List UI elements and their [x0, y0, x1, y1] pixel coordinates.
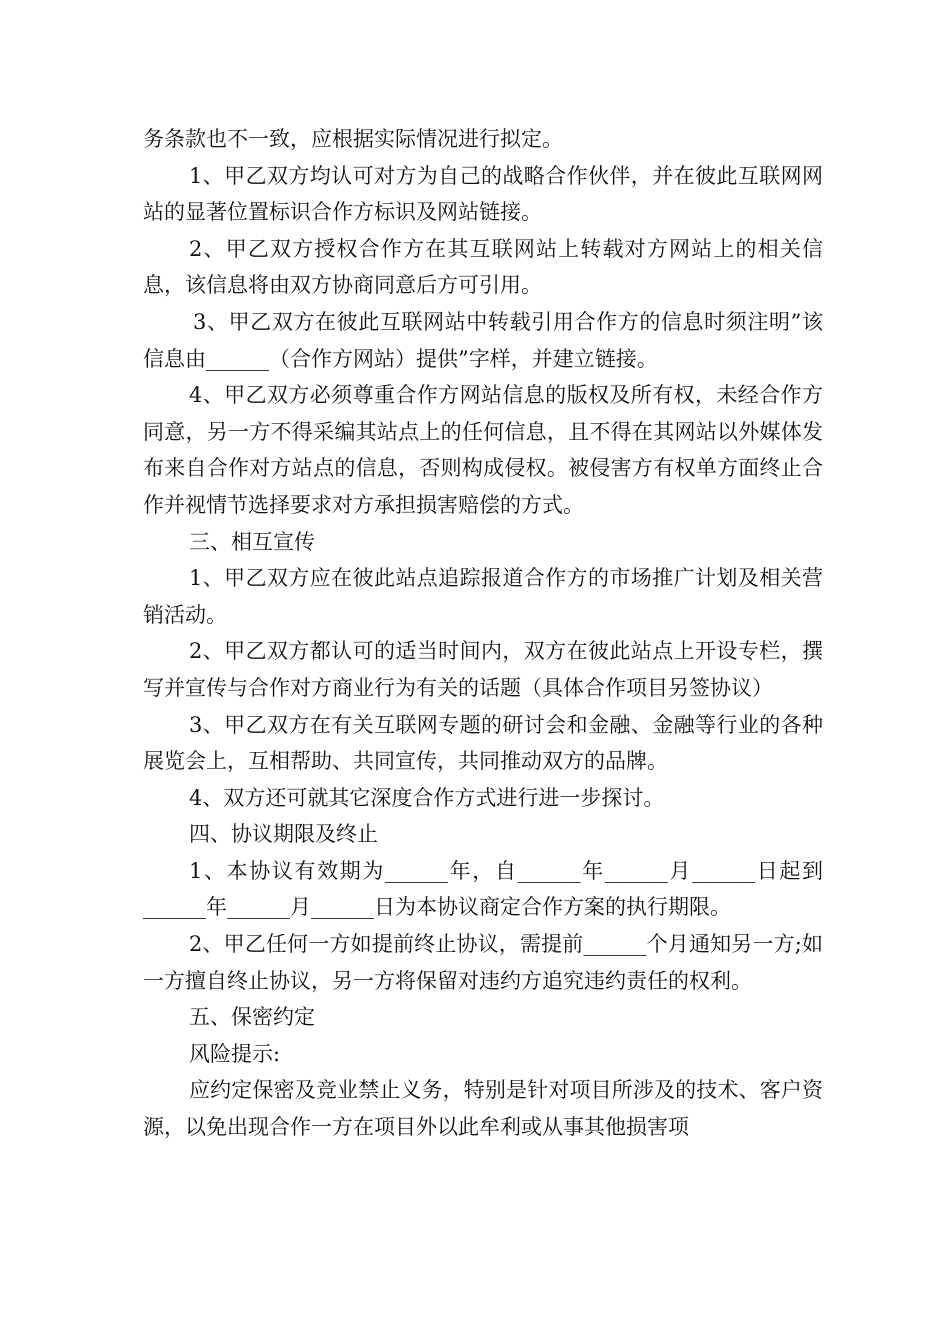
paragraph-continuation: 务条款也不一致，应根据实际情况进行拟定。	[143, 127, 563, 151]
section-heading-confidentiality: 五、保密约定	[189, 1005, 315, 1030]
term-clause-1: 1、本协议有效期为______年，自______年______月______日起到______年______月______日为本协议商定合作方案的执行期限。	[143, 858, 823, 920]
promotion-clause-2: 2、甲乙双方都认可的适当时间内，双方在彼此站点上开设专栏，撰写并宣传与合作对方商业行为有关的话题（具体合作项目另签协议）	[143, 639, 823, 700]
promotion-clause-3: 3、甲乙双方在有关互联网专题的研讨会和金融、金融等行业的各种展览会上，互相帮助、共同宣传，共同推动双方的品牌。	[143, 712, 823, 774]
risk-notice-label: 风险提示:	[189, 1041, 281, 1066]
section-heading-term: 四、协议期限及终止	[189, 822, 378, 847]
clause-4-copyright: 4、甲乙双方必须尊重合作方网站信息的版权及所有权，未经合作方同意，另一方不得采编其站点上的任何信息，且不得在其网站以外媒体发布来自合作对方站点的信息，否则构成侵权。被侵害方有权单方面终止合作并视情节选择要求对方承担损害赔偿的方式。	[143, 383, 823, 517]
document-body	[143, 121, 823, 1146]
term-clause-2: 2、甲乙任何一方如提前终止协议，需提前______个月通知另一方;如一方擅自终止协议，另一方将保留对违约方追究违约责任的权利。	[143, 932, 823, 993]
promotion-clause-1: 1、甲乙双方应在彼此站点追踪报道合作方的市场推广计划及相关营销活动。	[143, 566, 823, 627]
promotion-clause-4: 4、双方还可就其它深度合作方式进行进一步探讨。	[189, 785, 665, 810]
section-heading-mutual-promotion: 三、相互宣传	[189, 529, 315, 554]
clause-3-citation-attribution: 3、甲乙双方在彼此互联网站中转载引用合作方的信息时须注明”该信息由______（合作方网站）提供”字样，并建立链接。	[143, 309, 823, 371]
risk-notice-text: 应约定保密及竞业禁止义务，特别是针对项目所涉及的技术、客户资源，以免出现合作一方在项目外以此牟利或从事其他损害项	[143, 1078, 823, 1140]
clause-1-mutual-links: 1、甲乙双方均认可对方为自己的战略合作伙伴，并在彼此互联网网站的显著位置标识合作方标识及网站链接。	[143, 163, 823, 225]
clause-2-content-authorization: 2、甲乙双方授权合作方在其互联网站上转载对方网站上的相关信息，该信息将由双方协商同意后方可引用。	[143, 236, 823, 298]
